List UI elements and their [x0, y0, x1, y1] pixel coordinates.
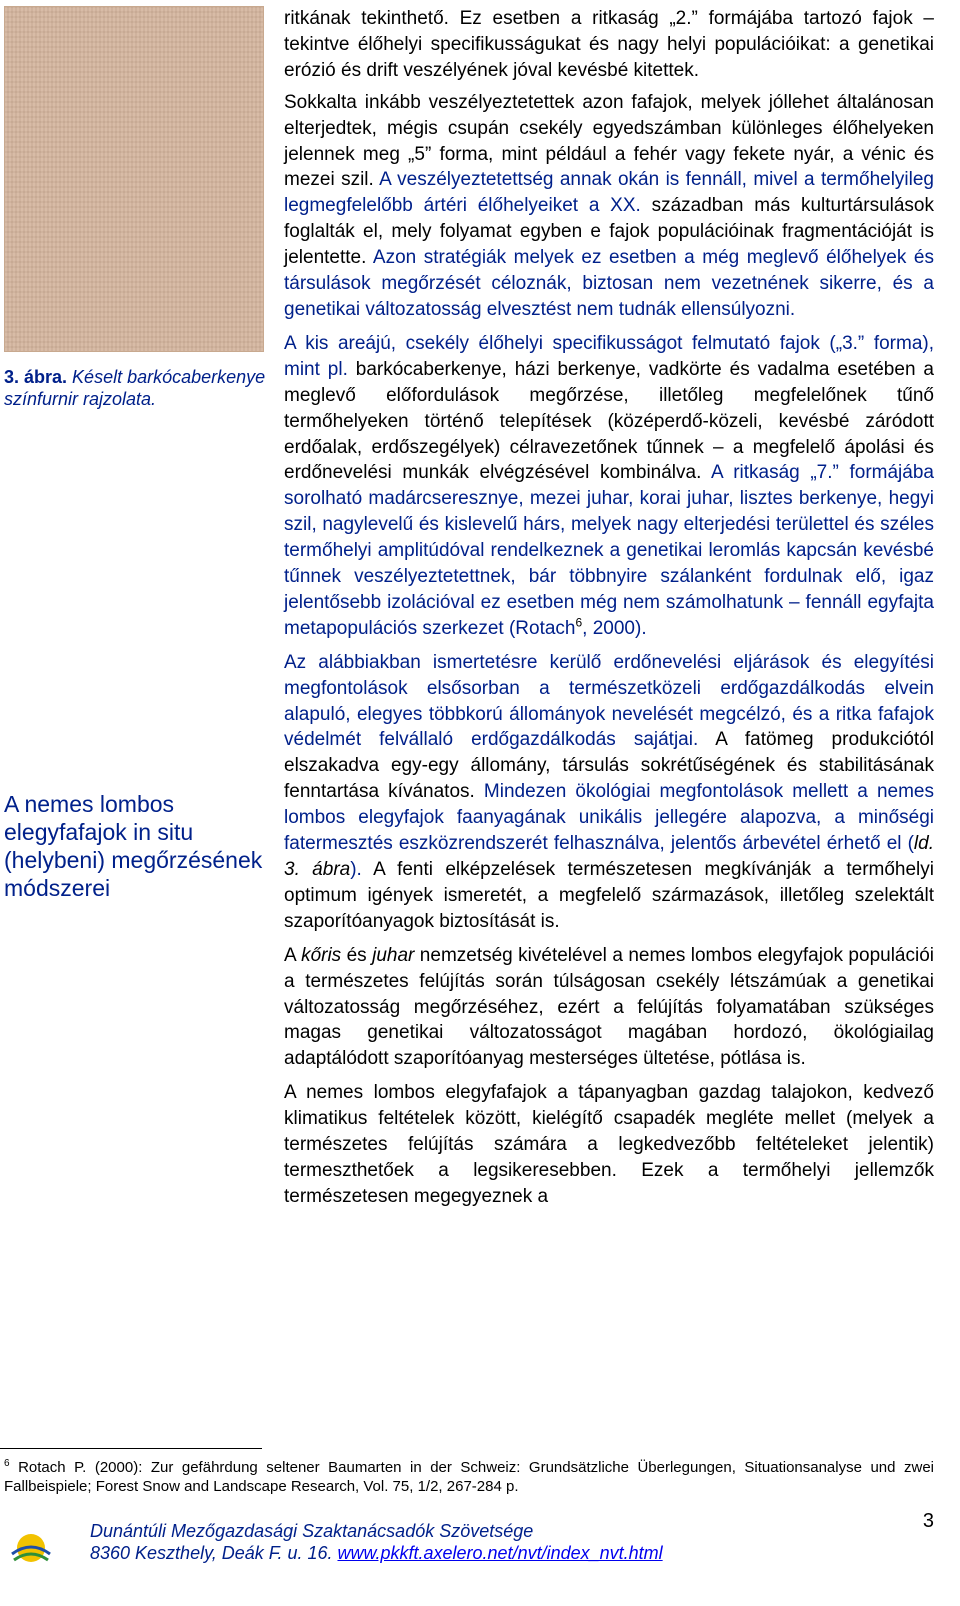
paragraph-3: [284, 331, 934, 642]
text-run: barkócaberkenye, házi berkenye, vadkörte és vadalma esetében a meglevő előfordulások megőrzése, illetőleg megfelelőnek tűnő termőhelyeken történő telepítések (középerdő-közeli, kevésbé záródott erdőalak, erdőszegélyek) célravezetőnek tűnnek – a megfelelő ápolási és erdőnevelési munkák elvégzésével kombinálva.: [284, 358, 934, 484]
text-run: A fatömeg produkciótól elszakadva egy-egy állomány, társulás sokrétűségének és stabilitásának fenntartása kívánatos.: [284, 729, 934, 803]
text-run-highlight: ).: [350, 859, 362, 880]
figure-caption: [4, 366, 266, 410]
text-run: A fenti elképzelések természetesen megkívánják a termőhelyi optimum igények ismeretét, a megfelelő származások, illetőleg szelektált szaporítóanyagok biztosítását is.: [284, 859, 934, 932]
figure-caption-text: Késelt barkócaberkenye színfurnir rajzolata.: [4, 367, 266, 409]
main-text: [284, 6, 934, 1218]
text-run: Sokkalta inkább veszélyeztetettek azon fafajok, melyek jóllehet általánosan elterjedtek, mégis csupán csekély egyedszámban különleges élőhelyeken jelennek meg „5” forma, mint például a fehér vagy fekete nyár, a vénic és mezei szil.: [284, 91, 934, 191]
text-run-highlight: , 2000).: [582, 617, 647, 639]
text-run-highlight: A kis areájú, csekély élőhelyi specifikusságot felmutató fajok („3.” forma), mint pl.: [284, 332, 934, 380]
figure-ref: ld. 3. ábra: [284, 833, 934, 880]
text-run-highlight: A veszélyeztetettség annak okán is fennáll, mivel a termőhelyileg legmegfelelőbb ártéri élőhelyeiket a XX.: [284, 169, 935, 217]
address: 8360 Keszthely, Deák F. u. 16.: [90, 1543, 338, 1563]
footnote-text: Rotach P. (2000): Zur gefährdung seltener Baumarten in der Schweiz: Grundsätzliche Überlegungen, Situationsanalyse und zwei Fallbeispiele; Forest Snow and Landscape Research, Vol. 75, 1/2, 267-284 p.: [4, 1459, 934, 1495]
text-run: században más kulturtársulások foglalták el, mely folyamat egyben e fajok populációinak fragmentációját is jelentette.: [284, 195, 934, 269]
paragraph-6: A nemes lombos elegyfafajok a tápanyagban gazdag talajokon, kedvező klimatikus feltételek között, kielégítő csapadék megléte mellet (melyek a természetes felújítás számára a legkedvezőbb feltételeket jelentik) termeszthetőek a legsikeresebben. Ezek a termőhelyi jellemzők természetesen megegyeznek a: [284, 1082, 934, 1207]
footnote-ref: 6: [575, 615, 583, 630]
text-run-highlight: Az alábbiakban ismertetésre kerülő erdőnevelési eljárások és elegyítési megfontolások elsősorban a természetközeli erdőgazdálkodás elvein alapuló, elegyes többkorú állományok nevelését megcélzó, és a ritka fafajok védelmét felvállaló erdőgazdálkodás sajátjai.: [284, 651, 934, 751]
text-run-highlight: A ritkaság „7.” formájába sorolható madárcseresznye, mezei juhar, korai juhar, lisztes berkenye, hegyi szil, nagylevelű és kislevelű hárs, melyek nagy elterjedési területtel és széles termőhelyi amplitúdóval rendelkeznek a genetikai leromlás kapcsán kevésbé tűnnek veszélyeztetettnek, bár többnyire szálanként fordulnak elő, igaz jelentősebb izolációval ez esetben még nem számolhatunk – fennáll egyfajta metapopulációs szerkezet (Rotach: [284, 462, 934, 639]
address-line: [90, 1542, 663, 1564]
organization-logo: [4, 1518, 58, 1566]
italic-term: juhar: [372, 944, 415, 966]
text-run: nemzetség kivételével a nemes lombos elegyfajok populációi a természetes felújítás során túlságosan csekély létszámúak a genetikai változatosság megőrzéséhez, ezért a felújítás folyamatában szükséges magas genetikai változatosságot magában hordozó, ökológiailag adaptálódott szaporítóanyag mesterséges ültetése, pótlása is.: [284, 944, 935, 1070]
paragraph-4: [284, 650, 934, 935]
text-run-highlight: Mindezen ökológiai megfontolások mellett a nemes lombos elegyfajok faanyagának unikális jellegére alapozva, a minőségi fatermesztés eszközrendszerét felhasználva, jelentős árbevétel érhető el (: [284, 781, 935, 855]
italic-term: kőris: [301, 944, 342, 966]
footer: [90, 1520, 663, 1564]
text-run-highlight: Azon stratégiák melyek ez esetben a még meglevő élőhelyek és társulások megőrzését céloznák, biztosan nem vezetnének sikerre, és a genetikai változatosság elvesztést nem tudnák ellensúlyozni.: [284, 247, 934, 320]
text-run: A: [284, 944, 302, 966]
paragraph-2: [284, 90, 934, 323]
section-heading: A nemes lombos elegyfafajok in situ (helybeni) megőrzésének módszerei: [4, 791, 263, 901]
footnote-divider: [0, 1448, 262, 1449]
text-run: és: [341, 944, 373, 966]
organization-name: Dunántúli Mezőgazdasági Szaktanácsadók Szövetsége: [90, 1521, 534, 1541]
paragraph-5: [284, 943, 934, 1073]
footnote-marker: 6: [4, 1458, 10, 1469]
page-number: 3: [922, 1510, 934, 1532]
figure-number: 3. ábra.: [4, 367, 68, 387]
footnote: [4, 1458, 934, 1496]
wood-veneer-figure: [4, 6, 264, 352]
website-link[interactable]: www.pkkft.axelero.net/nvt/index_nvt.html: [337, 1543, 663, 1563]
paragraph-1: ritkának tekinthető. Ez esetben a ritkaság „2.” formájába tartozó fajok – tekintve élőhelyi specifikusságukat és nagy helyi populációikat: a genetikai erózió és drift veszélyének jóval kevésbé kitettek.: [284, 8, 934, 81]
sidebar: [4, 6, 266, 410]
